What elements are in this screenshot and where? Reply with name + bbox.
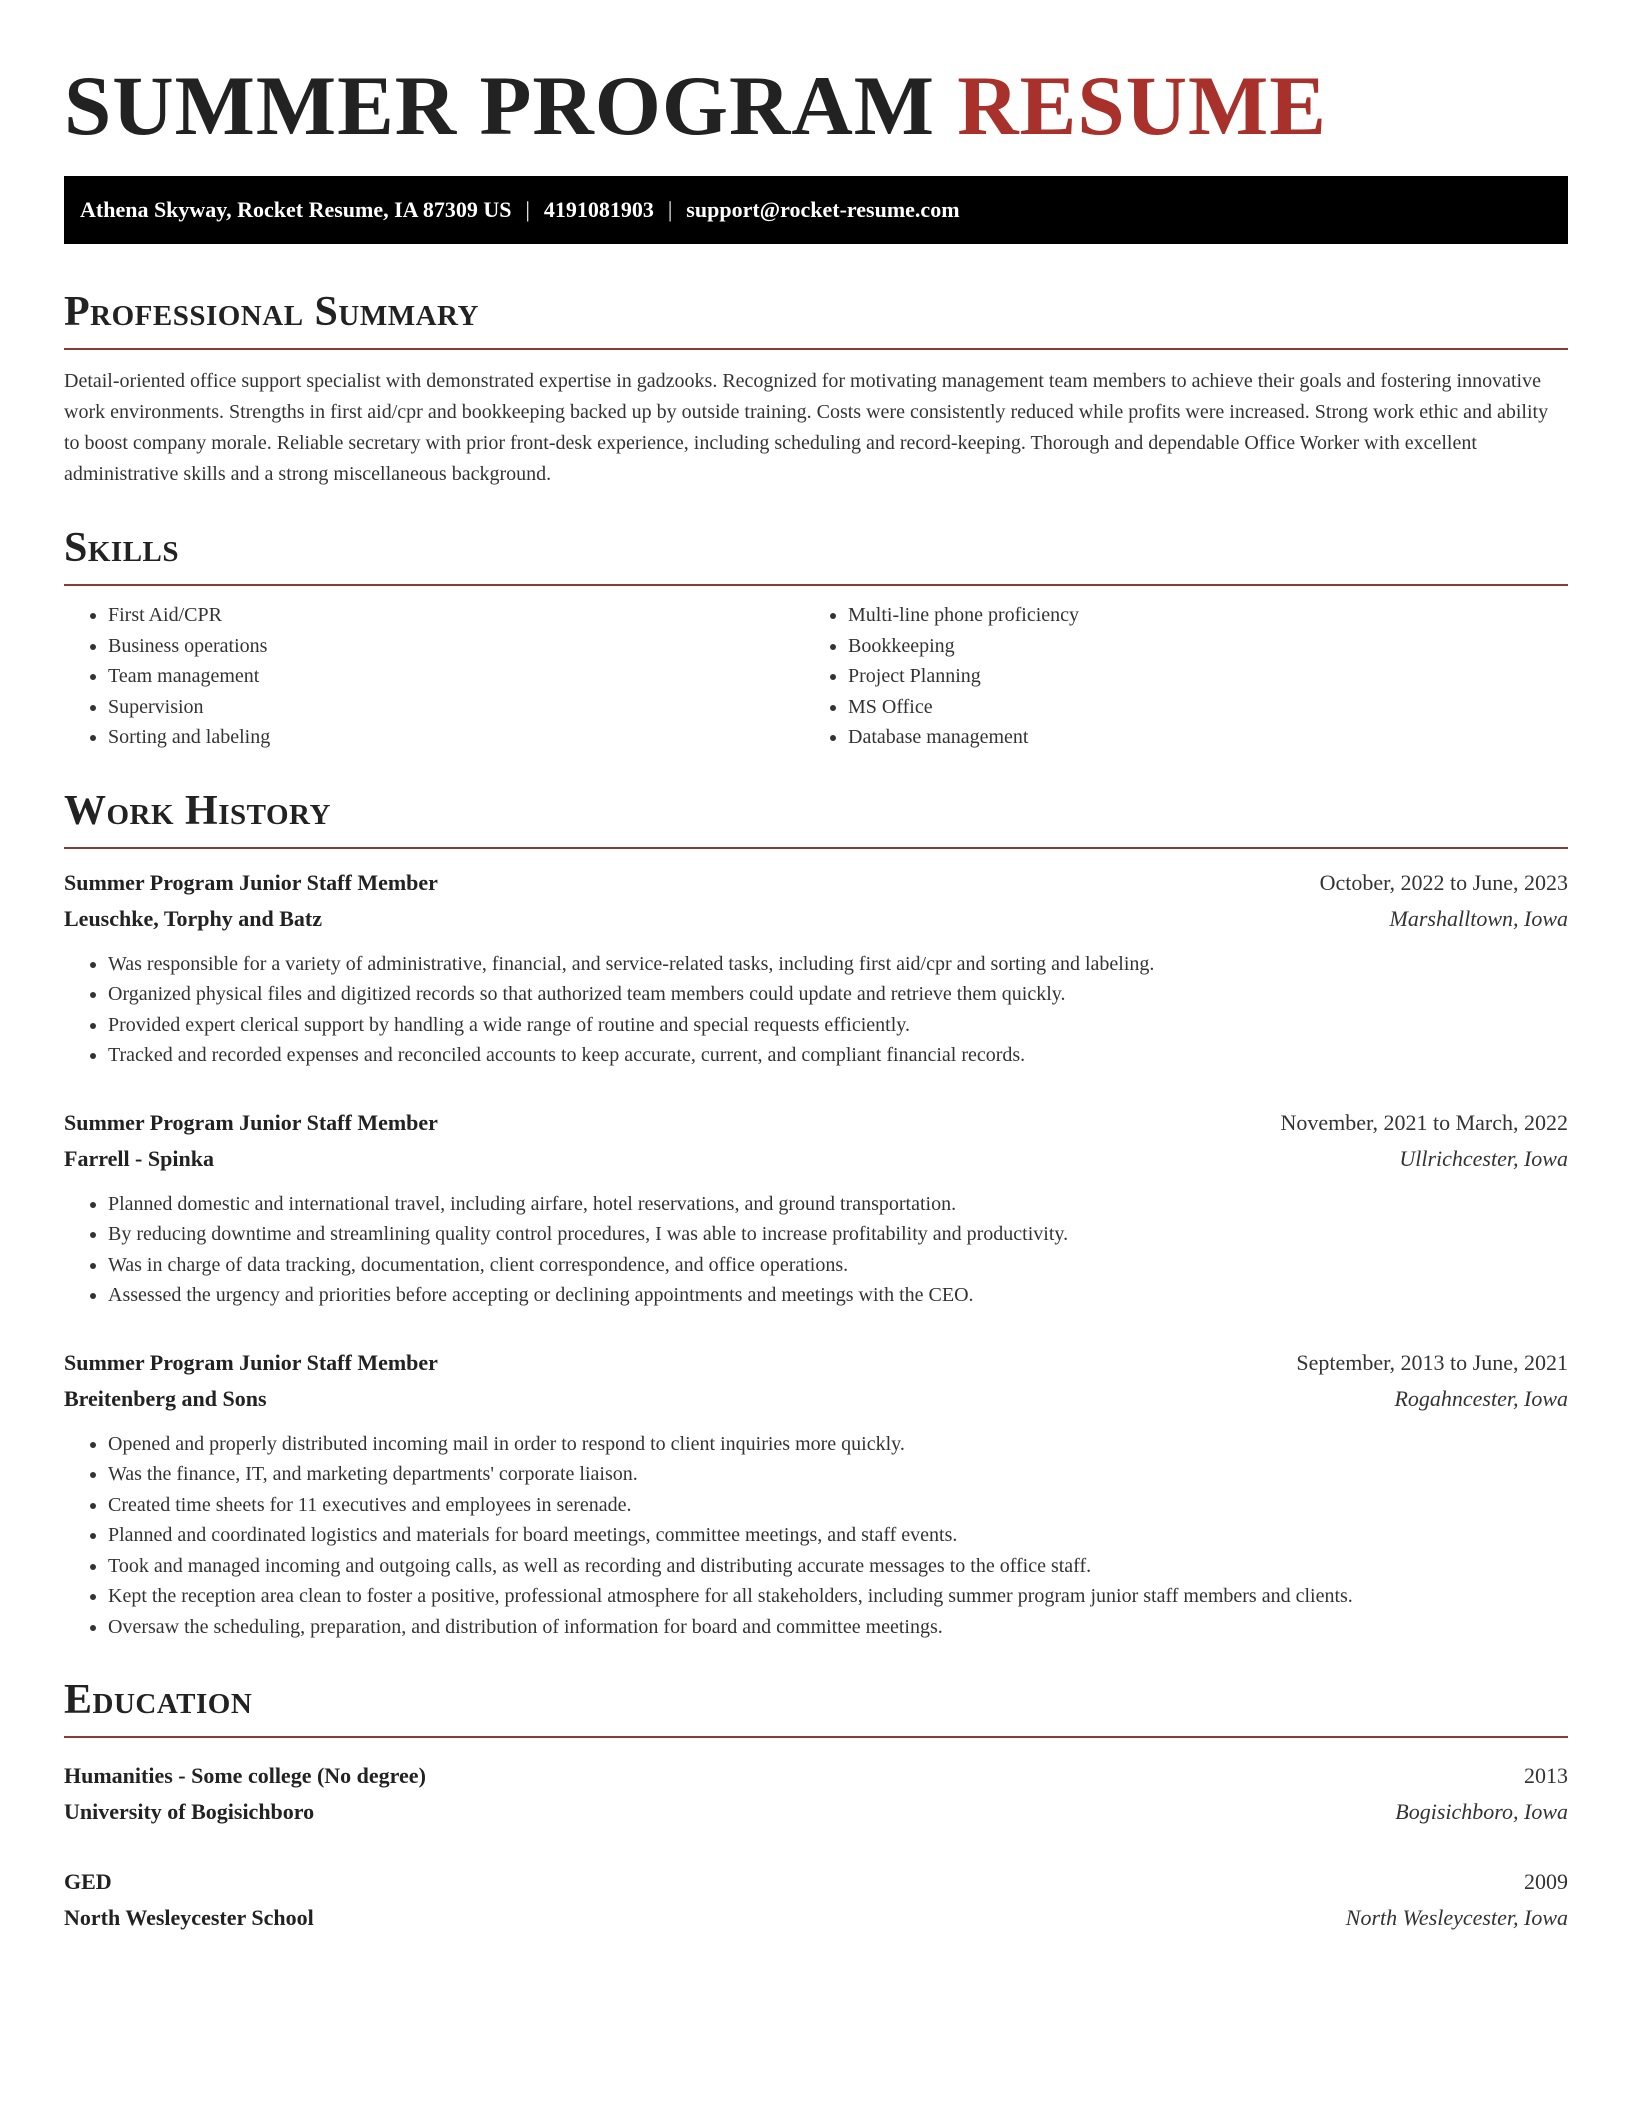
job-company-row: [64, 901, 1568, 937]
contact-phone: 4191081903: [543, 197, 654, 222]
skill-item: • Team management: [108, 661, 804, 692]
job-header-row: [64, 1105, 1568, 1141]
education-school-row: [64, 1900, 1568, 1936]
skills-grid: [64, 600, 1568, 753]
job-company: Farrell - Spinka: [64, 1145, 214, 1171]
job-bullet: • Took and managed incoming and outgoing calls, as well as recording and distributing accurate messages to the office staff.: [108, 1551, 1568, 1582]
job-bullet: • Tracked and recorded expenses and reconciled accounts to keep accurate, current, and compliant financial records.: [108, 1040, 1568, 1071]
skills-list-left: [64, 600, 804, 753]
work-history-section: [64, 785, 1568, 1643]
title-accent: RESUME: [957, 59, 1327, 153]
education-school: University of Bogisichboro: [64, 1799, 315, 1824]
job-dates: November, 2021 to March, 2022: [1280, 1109, 1568, 1135]
skill-item: • Multi-line phone proficiency: [848, 600, 1544, 631]
job-bullets: [64, 949, 1568, 1071]
skill-item: • Sorting and labeling: [108, 722, 804, 753]
skills-section: [64, 522, 1568, 753]
section-divider: [64, 584, 1568, 586]
education-school-row: [64, 1794, 1568, 1830]
education-section: [64, 1674, 1568, 1936]
job-bullets: [64, 1429, 1568, 1643]
job-entry: [64, 1105, 1568, 1311]
job-location: Rogahncester, Iowa: [1394, 1385, 1568, 1411]
job-bullet: • Created time sheets for 11 executives and employees in serenade.: [108, 1490, 1568, 1521]
job-company: Breitenberg and Sons: [64, 1385, 267, 1411]
education-location: Bogisichboro, Iowa: [1395, 1799, 1568, 1824]
job-bullet: • Oversaw the scheduling, preparation, and distribution of information for board and committee meetings.: [108, 1612, 1568, 1643]
job-entry: [64, 865, 1568, 1071]
job-bullet: • Was in charge of data tracking, documentation, client correspondence, and office operations.: [108, 1250, 1568, 1281]
education-year: 2013: [1524, 1763, 1568, 1788]
section-heading-summary: Professional Summary: [64, 289, 479, 335]
job-bullet: • Opened and properly distributed incoming mail in order to respond to client inquiries more quickly.: [108, 1429, 1568, 1460]
job-bullet: • By reducing downtime and streamlining quality control procedures, I was able to increase profitability and productivity.: [108, 1219, 1568, 1250]
section-divider: [64, 348, 1568, 350]
section-heading-education: Education: [64, 1677, 253, 1723]
education-entry: [64, 1864, 1568, 1936]
job-company-row: [64, 1381, 1568, 1417]
skills-list-right: [804, 600, 1544, 753]
job-location: Ullrichcester, Iowa: [1399, 1145, 1568, 1171]
education-degree-row: [64, 1864, 1568, 1900]
job-bullet: • Planned domestic and international travel, including airfare, hotel reservations, and ground transportation.: [108, 1189, 1568, 1220]
job-dates: September, 2013 to June, 2021: [1296, 1349, 1568, 1375]
education-degree: GED: [64, 1869, 112, 1894]
job-dates: October, 2022 to June, 2023: [1319, 869, 1568, 895]
section-heading-skills: Skills: [64, 525, 180, 571]
education-degree-row: [64, 1758, 1568, 1794]
education-location: North Wesleycester, Iowa: [1345, 1905, 1568, 1930]
skill-item: • Business operations: [108, 631, 804, 662]
job-entry: [64, 1345, 1568, 1643]
job-bullet: • Assessed the urgency and priorities before accepting or declining appointments and meetings with the CEO.: [108, 1280, 1568, 1311]
contact-email: support@rocket-resume.com: [686, 197, 960, 222]
job-bullet: • Organized physical files and digitized records so that authorized team members could update and retrieve them quickly.: [108, 979, 1568, 1010]
job-header-row: [64, 865, 1568, 901]
education-entry: [64, 1758, 1568, 1830]
skill-item: • Bookkeeping: [848, 631, 1544, 662]
job-title: Summer Program Junior Staff Member: [64, 869, 438, 895]
summary-section: [64, 286, 1568, 490]
contact-separator: |: [667, 197, 673, 222]
contact-bar: [64, 176, 1568, 244]
skill-item: • MS Office: [848, 692, 1544, 723]
section-divider: [64, 1736, 1568, 1738]
contact-address: Athena Skyway, Rocket Resume, IA 87309 US: [80, 197, 512, 222]
resume-title: [64, 0, 1568, 156]
summary-text: Detail-oriented office support specialist with demonstrated expertise in gadzooks. Recognized for motivating management team members to achieve their goals and fostering innovative work environments. Strengths in first aid/cpr and bookkeeping backed up by outside training. Costs were consistently reduced while profits were increased. Strong work ethic and ability to boost company morale. Reliable secretary with prior front-desk experience, including scheduling and record-keeping. Thorough and dependable Office Worker with excellent administrative skills and a strong miscellaneous background.: [64, 370, 1549, 485]
job-bullet: • Was the finance, IT, and marketing departments' corporate liaison.: [108, 1459, 1568, 1490]
education-degree: Humanities - Some college (No degree): [64, 1763, 426, 1788]
job-location: Marshalltown, Iowa: [1389, 905, 1568, 931]
skill-item: • Project Planning: [848, 661, 1544, 692]
skill-item: • Supervision: [108, 692, 804, 723]
contact-separator: |: [525, 197, 530, 222]
job-company: Leuschke, Torphy and Batz: [64, 905, 322, 931]
job-bullet: • Kept the reception area clean to foster a positive, professional atmosphere for all stakeholders, including summer program junior staff members and clients.: [108, 1581, 1568, 1612]
job-company-row: [64, 1141, 1568, 1177]
section-heading-work-history: Work History: [64, 787, 331, 834]
job-bullet: • Provided expert clerical support by handling a wide range of routine and special requests efficiently.: [108, 1010, 1568, 1041]
education-school: North Wesleycester School: [64, 1905, 314, 1930]
job-title: Summer Program Junior Staff Member: [64, 1349, 438, 1375]
title-main: SUMMER PROGRAM: [64, 59, 935, 153]
job-header-row: [64, 1345, 1568, 1381]
job-bullet: • Planned and coordinated logistics and materials for board meetings, committee meetings, and staff events.: [108, 1520, 1568, 1551]
section-divider: [64, 847, 1568, 849]
job-bullet: • Was responsible for a variety of administrative, financial, and service-related tasks, including first aid/cpr and sorting and labeling.: [108, 949, 1568, 980]
job-bullets: [64, 1189, 1568, 1311]
job-title: Summer Program Junior Staff Member: [64, 1109, 438, 1135]
education-year: 2009: [1524, 1869, 1568, 1894]
skill-item: • First Aid/CPR: [108, 600, 804, 631]
skill-item: • Database management: [848, 722, 1544, 753]
